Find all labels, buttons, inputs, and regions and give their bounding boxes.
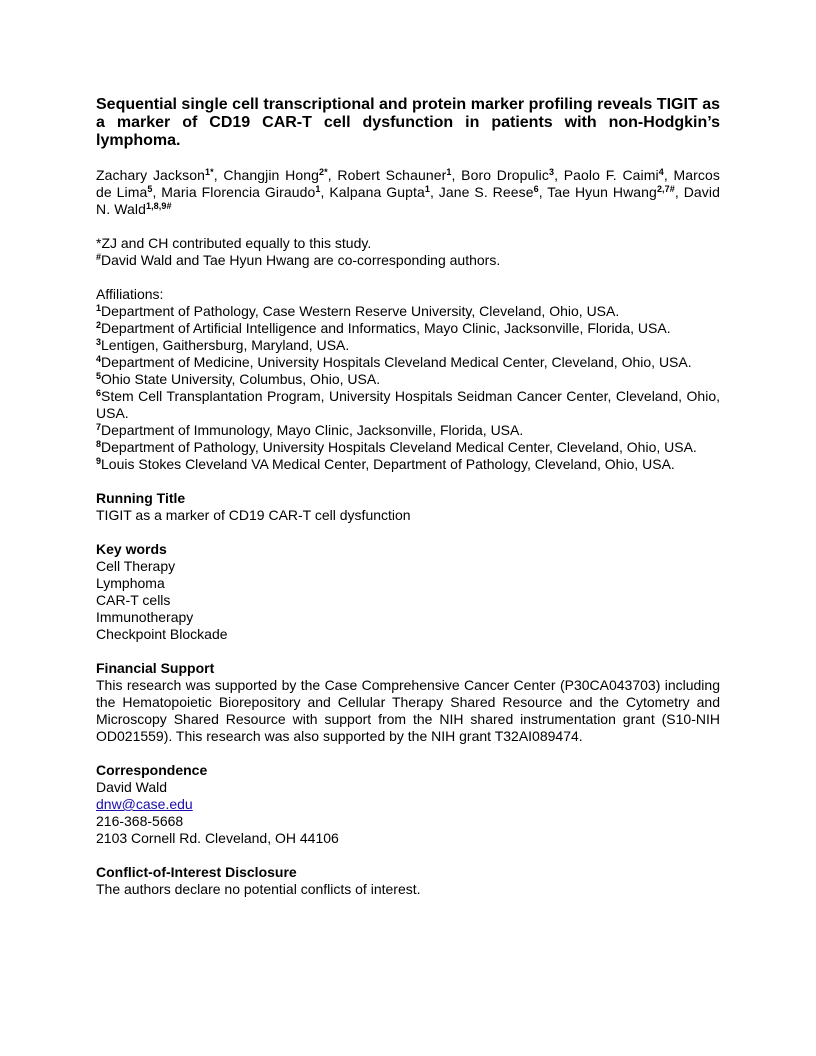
author-affiliation-mark: 4 bbox=[658, 167, 664, 177]
author-affiliation-mark: 6 bbox=[533, 184, 539, 194]
keyword-item: Cell Therapy bbox=[96, 558, 176, 574]
affiliations-label: Affiliations: bbox=[96, 286, 164, 302]
author: Maria Florencia Giraudo$^1$ bbox=[161, 184, 321, 200]
affiliation-item: $^3$Lentigen, Gaithersburg, Maryland, USA. bbox=[96, 337, 350, 353]
author-affiliation-mark: 1 bbox=[424, 184, 430, 194]
running-title-section bbox=[96, 490, 720, 524]
author-affiliation-mark: 2,7# bbox=[656, 184, 675, 194]
keyword-item: Lymphoma bbox=[96, 575, 165, 591]
running-title-heading: Running Title bbox=[96, 490, 186, 506]
correspondence-heading: Correspondence bbox=[96, 762, 208, 778]
correspondence-email-line bbox=[96, 796, 720, 813]
financial-support-heading: Financial Support bbox=[96, 660, 215, 676]
author: Jane S. Reese$^6$ bbox=[438, 184, 539, 200]
keywords-heading: Key words bbox=[96, 541, 167, 557]
paper-title: Sequential single cell transcriptional and protein marker profiling reveals TIGIT as a marker of CD19 CAR-T cell dysfunction in patients with non-Hodgkin’s lymphoma. bbox=[96, 96, 720, 149]
correspondence-name: David Wald bbox=[96, 779, 168, 795]
conflict-heading: Conflict-of-Interest Disclosure bbox=[96, 864, 297, 880]
correspondence-email-link[interactable]: dnw@case.edu bbox=[96, 796, 193, 812]
author: Paolo F. Caimi$^4$ bbox=[563, 167, 664, 183]
author-affiliation-mark: 1,8,9# bbox=[145, 201, 172, 211]
correspondence-address: 2103 Cornell Rd. Cleveland, OH 44106 bbox=[96, 830, 339, 846]
author: Changjin Hong$^{2*}$ bbox=[223, 167, 328, 183]
author: Robert Schauner$^1$ bbox=[337, 167, 452, 183]
keyword-item: Checkpoint Blockade bbox=[96, 626, 228, 642]
author: Marcos de Lima$^5$ bbox=[96, 167, 720, 200]
affiliation-item: $^2$Department of Artificial Intelligence and Informatics, Mayo Clinic, Jacksonville, Florida, USA. bbox=[96, 320, 671, 336]
keyword-item: CAR-T cells bbox=[96, 592, 171, 608]
affiliation-item: $^7$Department of Immunology, Mayo Clinic, Jacksonville, Florida, USA. bbox=[96, 422, 524, 438]
financial-support-section bbox=[96, 660, 720, 745]
corresponding-mark: # bbox=[96, 252, 102, 262]
affiliation-item: $^6$Stem Cell Transplantation Program, University Hospitals Seidman Cancer Center, Cleveland, Ohio, USA. bbox=[96, 388, 720, 421]
affiliation-item: $^9$Louis Stokes Cleveland VA Medical Center, Department of Pathology, Cleveland, Ohio, USA. bbox=[96, 456, 675, 472]
affiliation-item: $^1$Department of Pathology, Case Western Reserve University, Cleveland, Ohio, USA. bbox=[96, 303, 620, 319]
author-affiliation-mark: 1* bbox=[205, 167, 214, 177]
author-affiliation-mark: 5 bbox=[147, 184, 153, 194]
affiliations-block bbox=[96, 286, 720, 473]
author-affiliation-mark: 1 bbox=[315, 184, 321, 194]
corresponding-author-note: #David Wald and Tae Hyun Hwang are co-corresponding authors. bbox=[96, 252, 501, 268]
keywords-section bbox=[96, 541, 720, 643]
conflict-text: The authors declare no potential conflicts of interest. bbox=[96, 881, 421, 897]
document-page bbox=[96, 96, 720, 915]
financial-support-text: This research was supported by the Case Comprehensive Cancer Center (P30CA043703) including the Hematopoietic Biorepository and Cellular Therapy Shared Resource and the Cytometry and Microscopy Shared Resource with support from the NIH shared instrumentation grant (S10-NIH OD021559). This research was also supported by the NIH grant T32AI089474. bbox=[96, 677, 720, 744]
author: Boro Dropulic$^3$ bbox=[461, 167, 555, 183]
author-affiliation-mark: 1 bbox=[446, 167, 452, 177]
conflict-section bbox=[96, 864, 720, 898]
author: Tae Hyun Hwang$^{2,7\#}$ bbox=[547, 184, 675, 200]
author-affiliation-mark: 3 bbox=[548, 167, 555, 177]
correspondence-section bbox=[96, 762, 720, 847]
author: Kalpana Gupta$^1$ bbox=[329, 184, 430, 200]
affiliation-item: $^4$Department of Medicine, University Hospitals Cleveland Medical Center, Cleveland, Ohio, USA. bbox=[96, 354, 692, 370]
keyword-item: Immunotherapy bbox=[96, 609, 194, 625]
affiliation-item: $^5$Ohio State University, Columbus, Ohio, USA. bbox=[96, 371, 381, 387]
running-title-text: TIGIT as a marker of CD19 CAR-T cell dysfunction bbox=[96, 507, 411, 523]
correspondence-phone: 216-368-5668 bbox=[96, 813, 184, 829]
affiliation-item: $^8$Department of Pathology, University Hospitals Cleveland Medical Center, Cleveland, Ohio, USA. bbox=[96, 439, 697, 455]
equal-contribution-note: *ZJ and CH contributed equally to this study. bbox=[96, 235, 372, 251]
author-list: Zachary Jackson$^{1*}$, Changjin Hong$^{2*}$, Robert Schauner$^1$, Boro Dropulic$^3$, Paolo F. Caimi$^4$, Marcos de Lima$^5$, Maria Florencia Giraudo$^1$, Kalpana Gupta$^1$, Jane S. Reese$^6$, Tae Hyun Hwang$^{2,7\#}$, David N. Wald$^{1,8,9\#}$ bbox=[96, 167, 720, 217]
author: David N. Wald$^{1,8,9\#}$ bbox=[96, 184, 720, 217]
author: Zachary Jackson$^{1*}$ bbox=[96, 167, 214, 183]
author-notes bbox=[96, 235, 720, 269]
author-affiliation-mark: 2* bbox=[318, 167, 328, 177]
